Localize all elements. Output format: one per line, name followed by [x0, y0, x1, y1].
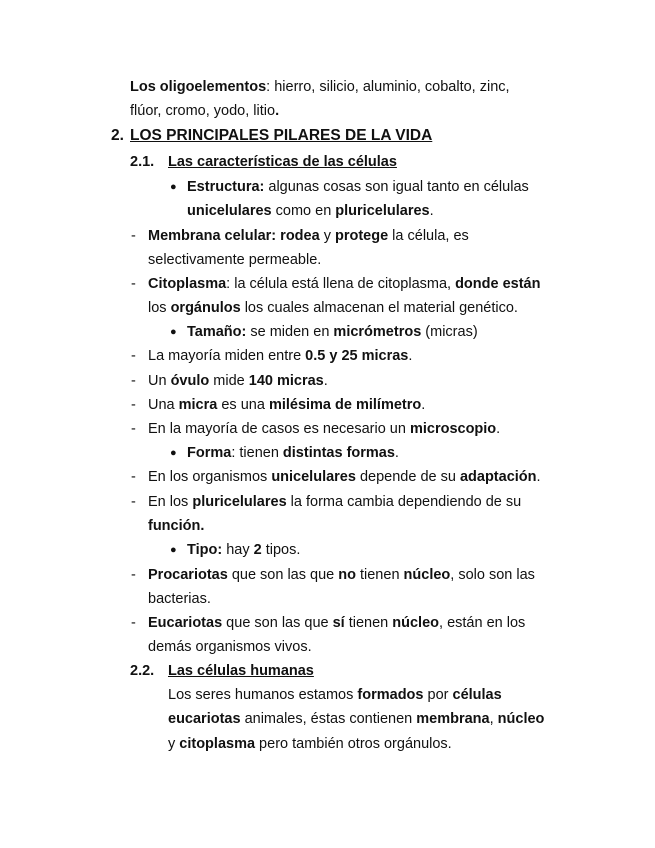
text-run: mide — [209, 373, 249, 389]
bold-run: óvulo — [170, 373, 210, 389]
bold-run: 2 — [253, 542, 262, 558]
text-run: algunas cosas son igual tanto en células — [264, 179, 529, 195]
bold-run: función. — [148, 518, 205, 534]
bullet-icon: ● — [170, 181, 177, 193]
bold-run: eucariotas — [168, 711, 241, 727]
bold-run: núcleo — [392, 615, 440, 631]
text-run: que son las que — [227, 567, 339, 583]
text-run: selectivamente permeable. — [148, 252, 322, 268]
bold-run: distintas formas — [282, 445, 395, 461]
pluricelulares-line-2 — [148, 517, 204, 535]
estructura-line-2 — [187, 202, 434, 220]
bold-run: Membrana celular: — [148, 228, 277, 244]
text-run: animales, éstas contienen — [240, 711, 417, 727]
bold-run: formados — [357, 687, 424, 703]
bullet-icon: ● — [170, 326, 177, 338]
bold-run: unicelulares — [187, 203, 272, 219]
bold-run: Tamaño: — [187, 324, 247, 340]
bold-run: Estructura: — [187, 179, 265, 195]
text-run: . — [496, 421, 501, 437]
text-run: hay — [222, 542, 254, 558]
unicelulares-line — [148, 468, 541, 486]
text-run: En la mayoría de casos es necesario un — [148, 421, 410, 437]
text-run: la célula, es — [388, 228, 469, 244]
text-run: tienen — [355, 567, 404, 583]
text-run: y — [168, 736, 180, 752]
eucariotas-line-2 — [148, 638, 312, 656]
subsection-title: Las células humanas — [168, 663, 314, 679]
subsection-number: 2.2. — [130, 663, 155, 679]
membrana-line-1 — [148, 227, 469, 245]
text-run: flúor, cromo, yodo, litio — [130, 103, 276, 119]
text-run: , — [489, 711, 498, 727]
text-run: . — [429, 203, 434, 219]
text-run: (micras) — [421, 324, 478, 340]
bullet-icon: ● — [170, 447, 177, 459]
bold-run: Procariotas — [148, 567, 228, 583]
citoplasma-line-2 — [148, 299, 518, 317]
text-run: depende de su — [355, 469, 460, 485]
bold-run: Los oligoelementos — [130, 79, 267, 95]
text-run: , están en los — [439, 615, 526, 631]
humanas-line-1 — [168, 686, 502, 704]
bold-run: pluricelulares — [335, 203, 430, 219]
bold-run: adaptación — [459, 469, 537, 485]
text-run: En los — [148, 494, 193, 510]
section-number: 2. — [111, 127, 124, 144]
forma-line — [187, 444, 399, 462]
ovulo-line — [148, 372, 328, 390]
pluricelulares-line-1 — [148, 493, 521, 511]
subsection-number: 2.1. — [130, 154, 155, 170]
text-run: . — [536, 469, 541, 485]
dash-marker: - — [131, 567, 136, 583]
text-run: , solo son las — [450, 567, 535, 583]
dash-marker: - — [131, 228, 136, 244]
text-run: La mayoría miden entre — [148, 348, 306, 364]
text-run: tienen — [344, 615, 393, 631]
dash-marker: - — [131, 373, 136, 389]
intro-line-2 — [130, 102, 279, 120]
bold-run: microscopio — [409, 421, 497, 437]
bold-run: membrana — [416, 711, 490, 727]
text-run: es una — [217, 397, 269, 413]
micra-line — [148, 396, 425, 414]
bold-run: 140 micras — [248, 373, 324, 389]
text-run: : la célula está llena de citoplasma, — [226, 276, 456, 292]
text-run: En los organismos — [148, 469, 272, 485]
dash-marker: - — [131, 276, 136, 292]
text-run: tipos. — [261, 542, 301, 558]
bold-run: micra — [178, 397, 218, 413]
bullet-icon: ● — [170, 544, 177, 556]
text-run: por — [423, 687, 453, 703]
bold-run: . — [275, 103, 280, 119]
bold-run: pluricelulares — [192, 494, 287, 510]
bold-run: micrómetros — [333, 324, 422, 340]
text-run: se miden en — [246, 324, 334, 340]
dash-marker: - — [131, 469, 136, 485]
bold-run: 0.5 y 25 micras — [305, 348, 409, 364]
text-run: . — [394, 445, 399, 461]
text-run: que son las que — [222, 615, 333, 631]
microscopio-line — [148, 420, 500, 438]
dash-marker: - — [131, 494, 136, 510]
bold-run: núcleo — [497, 711, 545, 727]
bold-run: citoplasma — [179, 736, 256, 752]
citoplasma-line-1 — [148, 275, 540, 293]
text-run: los — [148, 300, 171, 316]
subsection-title: Las características de las células — [168, 154, 397, 170]
bold-run: sí — [332, 615, 345, 631]
procariotas-line-2 — [148, 590, 211, 608]
dash-marker: - — [131, 421, 136, 437]
eucariotas-line-1 — [148, 614, 525, 632]
dash-marker: - — [131, 397, 136, 413]
membrana-line-2 — [148, 251, 321, 269]
dash-marker: - — [131, 348, 136, 364]
dash-marker: - — [131, 615, 136, 631]
text-run: : hierro, silicio, aluminio, cobalto, zinc, — [266, 79, 510, 95]
bold-run: donde están — [455, 276, 541, 292]
text-run: bacterias. — [148, 591, 211, 607]
text-run: Un — [148, 373, 171, 389]
procariotas-line-1 — [148, 566, 535, 584]
section-title: LOS PRINCIPALES PILARES DE LA VIDA — [130, 127, 433, 144]
humanas-line-3 — [168, 735, 452, 753]
bold-run: unicelulares — [271, 469, 356, 485]
bold-run: Eucariotas — [148, 615, 223, 631]
bold-run: Tipo: — [187, 542, 223, 558]
bold-run: milésima de milímetro — [268, 397, 422, 413]
tipo-line — [187, 541, 300, 559]
humanas-line-2 — [168, 710, 544, 728]
text-run: los cuales almacenan el material genético. — [240, 300, 518, 316]
text-run: . — [421, 397, 426, 413]
bold-run: Forma — [187, 445, 232, 461]
bold-run: núcleo — [403, 567, 451, 583]
bold-run: rodea — [280, 228, 320, 244]
text-run: demás organismos vivos. — [148, 639, 312, 655]
text-run: como en — [271, 203, 336, 219]
text-run: y — [319, 228, 335, 244]
text-run: : tienen — [231, 445, 283, 461]
bold-run: células — [452, 687, 502, 703]
text-run: Los seres humanos estamos — [168, 687, 358, 703]
text-run: la forma cambia dependiendo de su — [286, 494, 522, 510]
tamano-line — [187, 323, 478, 341]
mayoria-line — [148, 347, 412, 365]
text-run: pero también otros orgánulos. — [255, 736, 452, 752]
bold-run: protege — [334, 228, 389, 244]
text-run: Una — [148, 397, 179, 413]
bold-run: no — [338, 567, 356, 583]
bold-run: orgánulos — [170, 300, 241, 316]
bold-run: Citoplasma — [148, 276, 227, 292]
text-run: . — [323, 373, 328, 389]
text-run: . — [408, 348, 413, 364]
intro-line-1 — [130, 78, 510, 96]
estructura-line-1 — [187, 178, 529, 196]
